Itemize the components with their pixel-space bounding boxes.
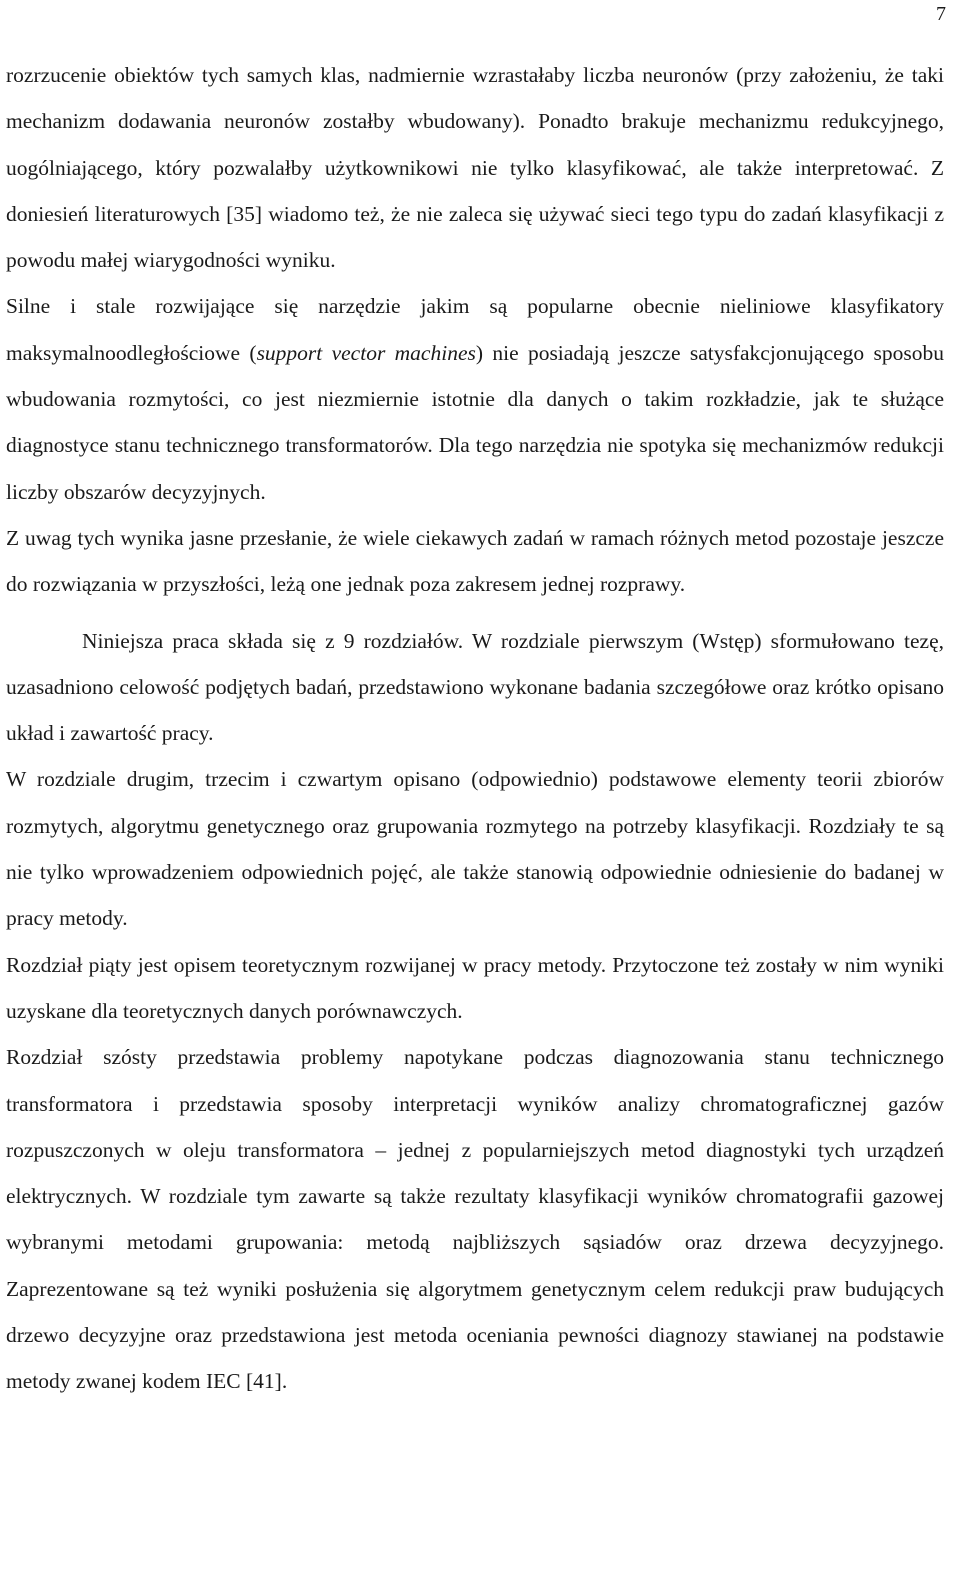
paragraph: rozrzucenie obiektów tych samych klas, nadmiernie wzrastałaby liczba neuronów (przy założeniu, że taki mechanizm dodawania neuronów zostałby wbudowany). Ponadto brakuje mechanizmu redukcyjnego, uogólniającego, który pozwalałby użytkownikowi nie tylko klasyfikować, ale także interpretować. Z doniesień literaturowych [35] wiadomo też, że nie zaleca się używać sieci tego typu do zadań klasyfikacji z powodu małej wiarygodności wyniku. [6, 63, 944, 273]
paragraph: Niniejsza praca składa się z 9 rozdziałów. W rozdziale pierwszym (Wstęp) sformułowano tezę, uzasadniono celowość podjętych badań, przedstawiono wykonane badania szczegółowe oraz krótko opisano układ i zawartość pracy. [6, 628, 944, 746]
paragraph-text: Silne i stale rozwijające się narzędzie jakim są popularne obecnie nieliniowe klasyfikatory maksymalnoodległościowe ( [6, 294, 944, 365]
paragraph-text: ) nie posiadają jeszcze satysfakcjonującego sposobu wbudowania rozmytości, co jest niezmiernie istotnie dla danych o takim rozkładzie, jak te służące diagnostyce stanu technicznego transformatorów. Dla tego narzędzia nie spotyka się mechanizmów redukcji liczby obszarów decyzyjnych. [6, 340, 944, 504]
document-body [6, 52, 944, 1405]
paragraph [6, 283, 944, 514]
page-number: 7 [936, 3, 946, 25]
paragraph: Rozdział szósty przedstawia problemy napotykane podczas diagnozowania stanu technicznego transformatora i przedstawia sposoby interpretacji wyników analizy chromatograficznej gazów rozpuszczonych w oleju transformatora – jednej z popularniejszych metod diagnostyki tych urządzeń elektrycznych. W rozdziale tym zawarte są także rezultaty klasyfikacji wyników chromatografii gazowej wybranymi metodami grupowania: metodą najbliższych sąsiadów oraz drzewa decyzyjnego. Zaprezentowane są też wyniki posłużenia się algorytmem genetycznym celem redukcji praw budujących drzewo decyzyjne oraz przedstawiona jest metoda oceniania pewności diagnozy stawianej na podstawie metody zwanej kodem IEC [41]. [6, 1045, 944, 1394]
paragraph: Z uwag tych wynika jasne przesłanie, że wiele ciekawych zadań w ramach różnych metod pozostaje jeszcze do rozwiązania w przyszłości, leżą one jednak poza zakresem jednej rozprawy. [6, 525, 944, 597]
paragraph: W rozdziale drugim, trzecim i czwartym opisano (odpowiednio) podstawowe elementy teorii zbiorów rozmytych, algorytmu genetycznego oraz grupowania rozmytego na potrzeby klasyfikacji. Rozdziały te są nie tylko wprowadzeniem odpowiednich pojęć, ale także stanowią odpowiednie odniesienie do badanej w pracy metody. [6, 767, 944, 931]
paragraph: Rozdział piąty jest opisem teoretycznym rozwijanej w pracy metody. Przytoczone też zostały w nim wyniki uzyskane dla teoretycznych danych porównawczych. [6, 952, 944, 1023]
italic-term: support vector machines [256, 340, 476, 365]
